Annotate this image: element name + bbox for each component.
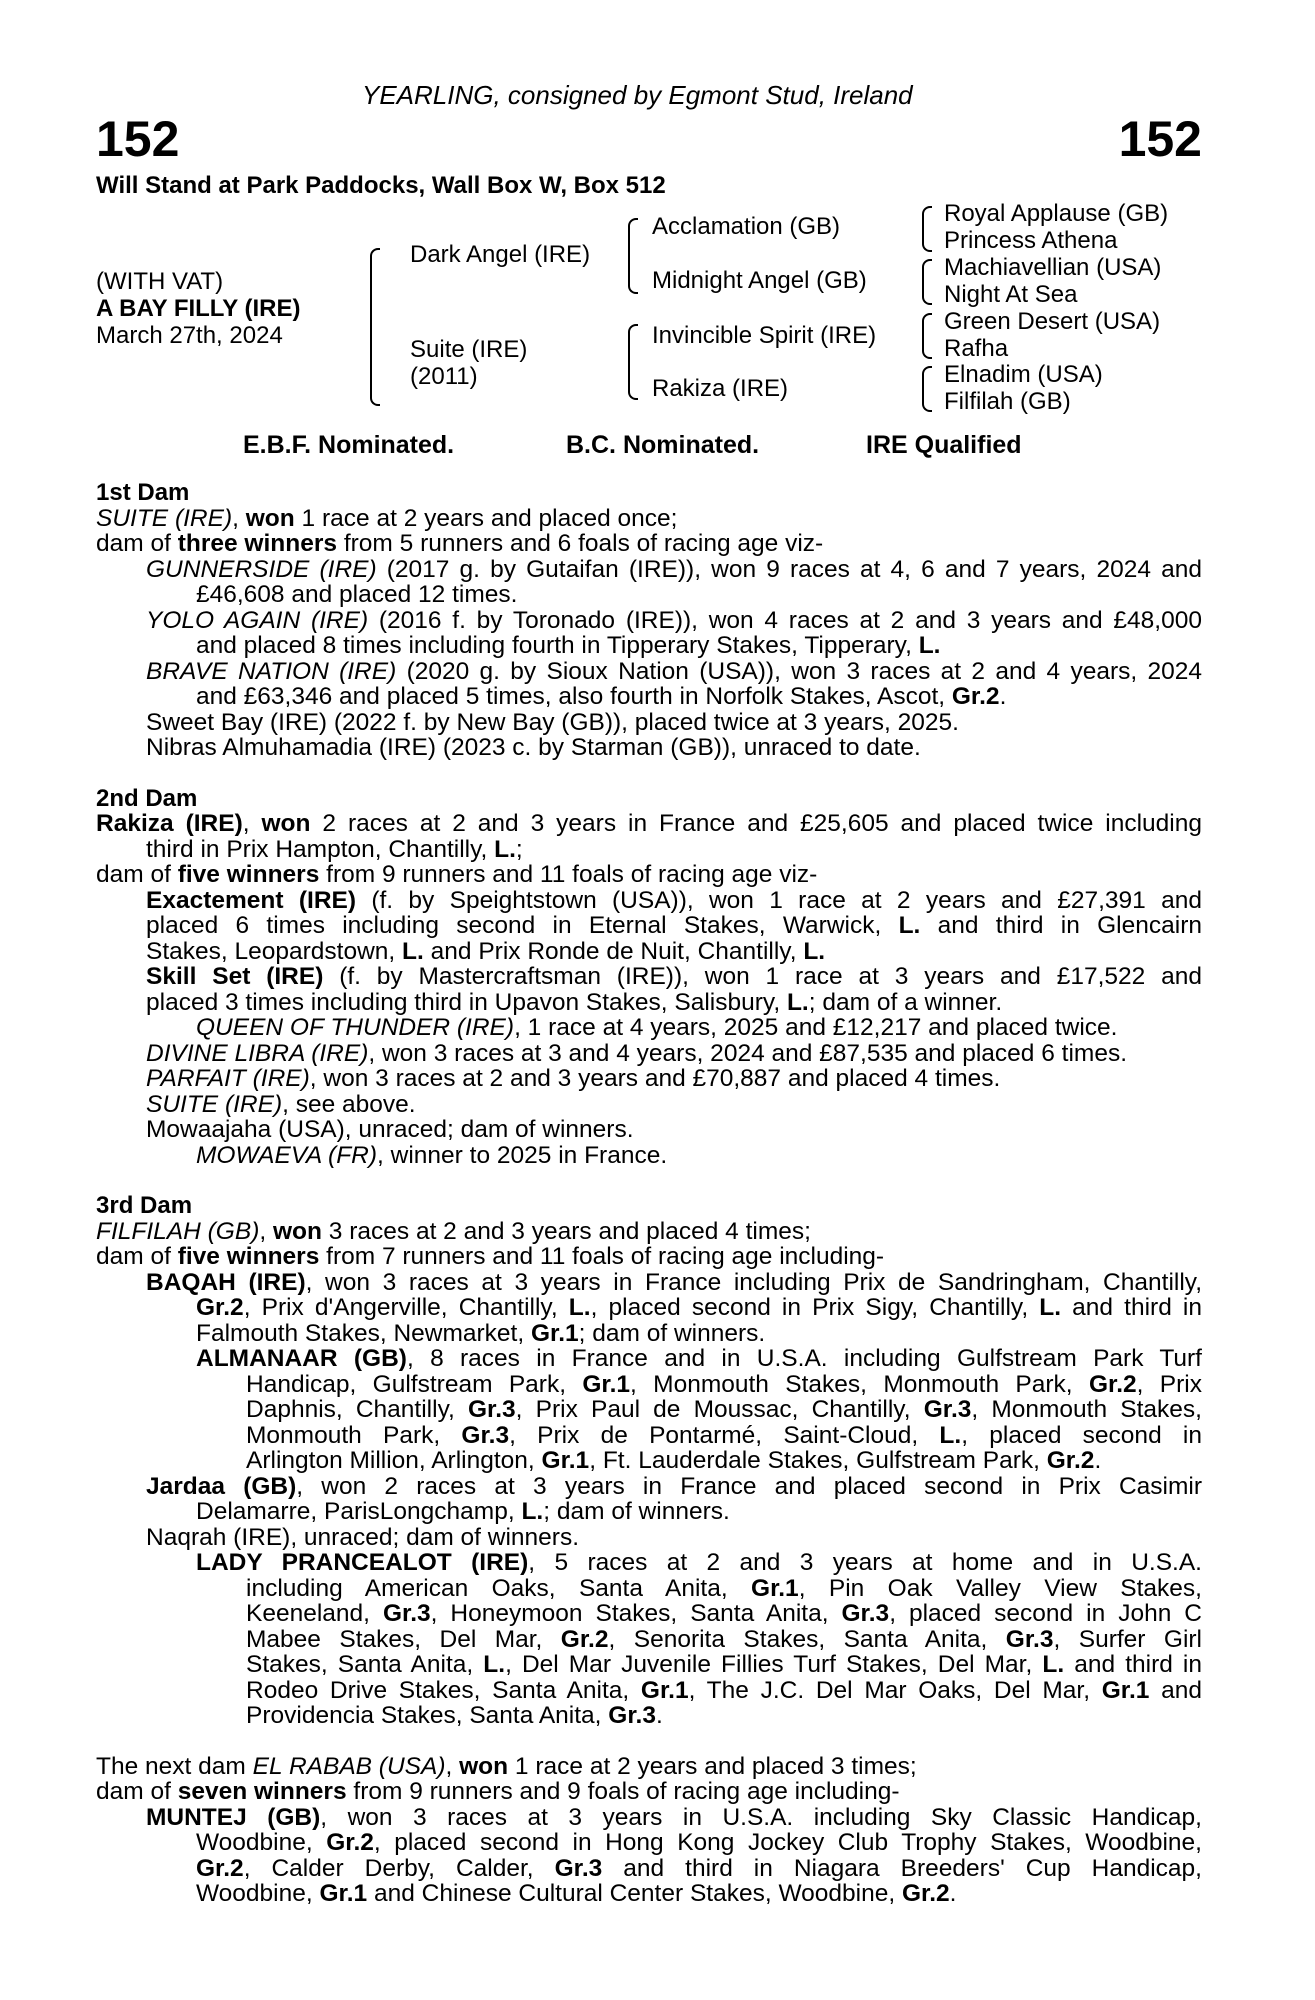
race-grade: Gr.3 bbox=[382, 1601, 431, 1627]
produce-entry-cont bbox=[96, 913, 1202, 939]
race-grade: Gr.2 bbox=[951, 684, 1000, 710]
horse-name: YOLO AGAIN (IRE) bbox=[146, 607, 369, 633]
text: , placed second in Hong Kong Jockey Club Trophy Stakes, Woodbine, bbox=[373, 1830, 1202, 1856]
race-grade: L. bbox=[483, 1652, 506, 1678]
produce-entry-cont bbox=[96, 939, 1202, 965]
winners-count: five winners bbox=[177, 862, 320, 888]
race-grade: Gr.3 bbox=[1005, 1626, 1054, 1652]
winners-count: three winners bbox=[177, 531, 338, 557]
race-grade: L. bbox=[803, 938, 826, 964]
text: , Prix bbox=[1136, 1371, 1202, 1397]
horse-name: PARFAIT (IRE) bbox=[146, 1066, 310, 1092]
horse-name: QUEEN OF THUNDER (IRE) bbox=[196, 1015, 515, 1041]
race-grade: Gr.1 bbox=[751, 1575, 799, 1601]
pedigree-ss-dam: Princess Athena bbox=[944, 227, 1118, 254]
text: Woodbine, bbox=[196, 1881, 320, 1907]
produce-entry-cont bbox=[96, 1295, 1202, 1321]
horse-name: BRAVE NATION (IRE) bbox=[146, 658, 397, 684]
text: , The J.C. Del Mar Oaks, Del Mar, bbox=[688, 1677, 1102, 1703]
text: , won 3 races at 3 years in U.S.A. including Sky Classic Handicap, bbox=[320, 1804, 1202, 1830]
produce-entry-cont bbox=[96, 990, 1202, 1016]
text: , Monmouth Stakes, Monmouth Park, bbox=[630, 1371, 1089, 1397]
first-dam-heading: 1st Dam bbox=[96, 480, 190, 506]
produce-entry bbox=[96, 1270, 1202, 1296]
text: Providencia Stakes, Santa Anita, bbox=[246, 1703, 609, 1729]
text: and placed 8 times including fourth in Tipperary Stakes, Tipperary, bbox=[196, 633, 919, 659]
race-grade: Gr.2 bbox=[901, 1881, 950, 1907]
text: , Surfer Girl bbox=[1053, 1626, 1202, 1652]
race-grade: Gr.2 bbox=[196, 1855, 244, 1881]
text: Mabee Stakes, Del Mar, bbox=[246, 1626, 561, 1652]
text: . bbox=[999, 684, 1007, 710]
produce-entry bbox=[96, 1474, 1202, 1500]
text: , Honeymoon Stakes, Santa Anita, bbox=[430, 1601, 842, 1627]
text: , 1 race at 4 years, 2025 and £12,217 and placed twice. bbox=[514, 1015, 1118, 1041]
text: , Del Mar Juvenile Fillies Turf Stakes, Del Mar, bbox=[505, 1652, 1043, 1678]
pedigree-brace-dam bbox=[622, 324, 636, 400]
dam-name: SUITE (IRE) bbox=[96, 505, 233, 531]
produce-entry-cont bbox=[96, 1856, 1202, 1882]
text: ; bbox=[515, 836, 523, 862]
race-grade: Gr.2 bbox=[1088, 1371, 1137, 1397]
text: Monmouth Park, bbox=[246, 1422, 462, 1448]
text: Daphnis, Chantilly, bbox=[246, 1397, 468, 1423]
text: , placed second in Prix Sigy, Chantilly, bbox=[590, 1295, 1040, 1321]
text: , Prix de Pontarmé, Saint-Cloud, bbox=[509, 1422, 940, 1448]
pedigree-brace-g4 bbox=[916, 366, 930, 412]
text: , bbox=[445, 1753, 460, 1779]
race-grade: Gr.3 bbox=[461, 1422, 510, 1448]
text: from 9 runners and 11 foals of racing age viz- bbox=[319, 862, 818, 888]
race-grade: L. bbox=[786, 989, 809, 1015]
race-grade: Gr.3 bbox=[923, 1397, 972, 1423]
race-grade: L. bbox=[402, 938, 424, 964]
horse-name: BAQAH (IRE) bbox=[146, 1269, 306, 1295]
bc-nomination: B.C. Nominated. bbox=[566, 431, 760, 459]
text: ; dam of winners. bbox=[578, 1320, 766, 1346]
text: , Pin Oak Valley View Stakes, bbox=[798, 1575, 1202, 1601]
horse-name: ALMANAAR (GB) bbox=[196, 1346, 407, 1372]
race-grade: Gr.1 bbox=[640, 1677, 689, 1703]
pedigree-sire: Dark Angel (IRE) bbox=[410, 241, 591, 268]
text: , Monmouth Stakes, bbox=[971, 1397, 1202, 1423]
produce-entry-cont bbox=[96, 1601, 1202, 1627]
produce-entry-cont bbox=[96, 1576, 1202, 1602]
text: and Chinese Cultural Center Stakes, Woodbine, bbox=[367, 1881, 902, 1907]
horse-name: MUNTEJ (GB) bbox=[146, 1804, 321, 1830]
text: Handicap, Gulfstream Park, bbox=[246, 1371, 583, 1397]
text: dam of bbox=[96, 531, 178, 557]
text: and third in bbox=[1064, 1652, 1202, 1678]
text: and third in Glencairn bbox=[920, 913, 1202, 939]
race-grade: Gr.1 bbox=[541, 1448, 590, 1474]
produce-entry-cont bbox=[96, 1321, 1202, 1347]
vat-note: (WITH VAT) bbox=[96, 268, 224, 295]
text: 1 race at 2 years and placed 3 times; bbox=[508, 1753, 917, 1779]
horse-name: MOWAEVA (FR) bbox=[196, 1142, 378, 1168]
second-dam-summary bbox=[96, 862, 1202, 888]
produce-entry-cont bbox=[96, 1372, 1202, 1398]
pedigree-ds-sire: Green Desert (USA) bbox=[944, 308, 1161, 335]
text: and third in Niagara Breeders' Cup Handicap, bbox=[602, 1855, 1202, 1881]
consignment-line: YEARLING, consigned by Egmont Stud, Ireland bbox=[362, 80, 913, 110]
pedigree-dam-sire: Invincible Spirit (IRE) bbox=[652, 322, 877, 349]
horse-name: SUITE (IRE) bbox=[146, 1091, 283, 1117]
ire-qualification: IRE Qualified bbox=[866, 431, 1022, 459]
pedigree-ss-sire: Royal Applause (GB) bbox=[944, 200, 1169, 227]
race-grade: Gr.1 bbox=[582, 1371, 631, 1397]
produce-entry-cont bbox=[96, 684, 1202, 710]
produce-entry bbox=[96, 1143, 1202, 1169]
text: and bbox=[1149, 1677, 1202, 1703]
produce-entry: Naqrah (IRE), unraced; dam of winners. bbox=[146, 1524, 580, 1550]
race-grade: Gr.1 bbox=[1101, 1677, 1150, 1703]
text: . bbox=[949, 1881, 957, 1907]
text: , 5 races at 2 and 3 years at home and in U.S.A. bbox=[528, 1550, 1202, 1576]
first-dam-line bbox=[96, 506, 1202, 532]
second-dam-line bbox=[96, 811, 1202, 837]
produce-entry-cont bbox=[96, 1448, 1202, 1474]
pedigree-dam-year: (2011) bbox=[410, 363, 478, 390]
text: and Prix Ronde de Nuit, Chantilly, bbox=[423, 938, 804, 964]
race-grade: L. bbox=[1039, 1295, 1062, 1321]
text: , winner to 2025 in France. bbox=[377, 1142, 668, 1168]
text: , bbox=[232, 505, 246, 531]
produce-entry bbox=[96, 964, 1202, 990]
produce-entry bbox=[96, 1066, 1202, 1092]
race-grade: L. bbox=[521, 1499, 544, 1525]
produce-entry bbox=[96, 1805, 1202, 1831]
text: (2017 g. by Gutaifan (IRE)), won 9 races at 4, 6 and 7 years, 2024 and bbox=[376, 556, 1202, 582]
text: . bbox=[655, 1703, 663, 1729]
text: from 7 runners and 11 foals of racing age including- bbox=[319, 1244, 885, 1270]
pedigree-ds-dam: Rafha bbox=[944, 335, 1009, 362]
text: Stakes, Leopardstown, bbox=[146, 938, 403, 964]
horse-name: DIVINE LIBRA (IRE) bbox=[146, 1040, 369, 1066]
produce-entry bbox=[96, 1346, 1202, 1372]
next-dam-line bbox=[96, 1754, 1202, 1780]
produce-entry-cont: £46,608 and placed 12 times. bbox=[196, 582, 518, 608]
dam-name: Rakiza (IRE) bbox=[96, 811, 243, 837]
produce-entry bbox=[96, 1015, 1202, 1041]
text: placed 6 times including second in Eternal Stakes, Warwick, bbox=[146, 913, 899, 939]
text: , won 3 races at 2 and 3 years and £70,887 and placed 4 times. bbox=[309, 1066, 1001, 1092]
text: Rodeo Drive Stakes, Santa Anita, bbox=[246, 1677, 641, 1703]
produce-entry: Sweet Bay (IRE) (2022 f. by New Bay (GB)), placed twice at 3 years, 2025. bbox=[146, 709, 959, 735]
pedigree-sd-dam: Night At Sea bbox=[944, 281, 1078, 308]
race-grade: Gr.2 bbox=[196, 1295, 244, 1321]
third-dam-line bbox=[96, 1219, 1202, 1245]
dam-name: EL RABAB (USA) bbox=[252, 1753, 446, 1779]
race-grade: L. bbox=[918, 633, 941, 659]
won-label: won bbox=[272, 1218, 322, 1244]
horse-name: Exactement (IRE) bbox=[146, 887, 357, 913]
text: , bbox=[242, 811, 262, 837]
race-grade: Gr.3 bbox=[608, 1703, 656, 1729]
horse-name: A BAY FILLY (IRE) bbox=[96, 295, 301, 322]
race-grade: L. bbox=[1042, 1652, 1065, 1678]
text: , 8 races in France and in U.S.A. including Gulfstream Park Turf bbox=[406, 1346, 1202, 1372]
horse-name: LADY PRANCEALOT (IRE) bbox=[196, 1550, 529, 1576]
text: third in Prix Hampton, Chantilly, bbox=[146, 836, 495, 862]
text: 3 races at 2 and 3 years and placed 4 times; bbox=[321, 1218, 811, 1244]
text: , see above. bbox=[282, 1091, 416, 1117]
produce-entry-cont bbox=[96, 633, 1202, 659]
race-grade: Gr.2 bbox=[560, 1626, 609, 1652]
won-label: won bbox=[245, 505, 295, 531]
produce-entry-cont bbox=[96, 1499, 1202, 1525]
race-grade: Gr.2 bbox=[1046, 1448, 1095, 1474]
stand-location: Will Stand at Park Paddocks, Wall Box W, Box 512 bbox=[96, 172, 666, 199]
pedigree-sd-sire: Machiavellian (USA) bbox=[944, 254, 1162, 281]
first-dam-summary bbox=[96, 531, 1202, 557]
text: 1 race at 2 years and placed once; bbox=[294, 505, 678, 531]
won-label: won bbox=[459, 1753, 509, 1779]
produce-entry-cont bbox=[96, 1830, 1202, 1856]
pedigree-sire-dam: Midnight Angel (GB) bbox=[652, 267, 867, 294]
winners-count: seven winners bbox=[177, 1779, 347, 1805]
pedigree-brace-sire bbox=[622, 218, 636, 294]
race-grade: Gr.3 bbox=[841, 1601, 890, 1627]
produce-entry bbox=[96, 888, 1202, 914]
text: , won 3 races at 3 and 4 years, 2024 and £87,535 and placed 6 times. bbox=[368, 1040, 1128, 1066]
produce-record bbox=[96, 480, 1202, 1907]
text: , bbox=[259, 1218, 273, 1244]
produce-entry-cont bbox=[96, 1397, 1202, 1423]
text: dam of bbox=[96, 1244, 178, 1270]
next-dam-summary bbox=[96, 1779, 1202, 1805]
text: Keeneland, bbox=[246, 1601, 383, 1627]
produce-entry-cont bbox=[96, 1652, 1202, 1678]
text: including American Oaks, Santa Anita, bbox=[246, 1575, 752, 1601]
race-grade: L. bbox=[568, 1295, 591, 1321]
text: dam of bbox=[96, 862, 178, 888]
text: from 9 runners and 9 foals of racing age including- bbox=[346, 1779, 900, 1805]
produce-entry bbox=[96, 1550, 1202, 1576]
pedigree-dam-dam: Rakiza (IRE) bbox=[652, 375, 789, 402]
text: , Prix Paul de Moussac, Chantilly, bbox=[515, 1397, 924, 1423]
text: (2020 g. by Sioux Nation (USA)), won 3 races at 2 and 4 years, 2024 bbox=[396, 658, 1202, 684]
text: Falmouth Stakes, Newmarket, bbox=[196, 1320, 531, 1346]
produce-entry-cont bbox=[96, 1423, 1202, 1449]
lot-number-left: 152 bbox=[96, 111, 180, 167]
text: , Calder Derby, Calder, bbox=[243, 1855, 555, 1881]
text: 2 races at 2 and 3 years in France and £25,605 and placed twice including bbox=[310, 811, 1202, 837]
pedigree-brace-main bbox=[364, 248, 378, 406]
lot-number-right: 152 bbox=[1118, 111, 1202, 167]
produce-entry bbox=[96, 608, 1202, 634]
produce-entry: Mowaajaha (USA), unraced; dam of winners. bbox=[146, 1117, 634, 1143]
text: and third in bbox=[1061, 1295, 1202, 1321]
text: (f. by Mastercraftsman (IRE)), won 1 race at 3 years and £17,522 and bbox=[323, 964, 1202, 990]
text: (f. by Speightstown (USA)), won 1 race at 2 years and £27,391 and bbox=[356, 887, 1202, 913]
third-dam-heading: 3rd Dam bbox=[96, 1193, 193, 1219]
horse-name: GUNNERSIDE (IRE) bbox=[146, 556, 377, 582]
dam-name: FILFILAH (GB) bbox=[96, 1218, 260, 1244]
race-grade: L. bbox=[898, 913, 921, 939]
text: , Ft. Lauderdale Stakes, Gulfstream Park, bbox=[589, 1448, 1047, 1474]
text: ; dam of winners. bbox=[543, 1499, 730, 1525]
race-grade: Gr.2 bbox=[326, 1830, 374, 1856]
text: Delamarre, ParisLongchamp, bbox=[196, 1499, 522, 1525]
second-dam-heading: 2nd Dam bbox=[96, 785, 198, 811]
horse-dob: March 27th, 2024 bbox=[96, 322, 283, 349]
produce-entry: Nibras Almuhamadia (IRE) (2023 c. by Starman (GB)), unraced to date. bbox=[146, 735, 921, 761]
produce-entry-cont bbox=[96, 1881, 1202, 1907]
text: ; dam of a winner. bbox=[808, 989, 1003, 1015]
text: Woodbine, bbox=[196, 1830, 327, 1856]
pedigree-dd-sire: Elnadim (USA) bbox=[944, 361, 1103, 388]
produce-entry bbox=[96, 557, 1202, 583]
text: and £63,346 and placed 5 times, also fourth in Norfolk Stakes, Ascot, bbox=[196, 684, 952, 710]
text: Stakes, Santa Anita, bbox=[246, 1652, 484, 1678]
text: Arlington Million, Arlington, bbox=[246, 1448, 542, 1474]
pedigree-brace-g3 bbox=[916, 313, 930, 359]
winners-count: five winners bbox=[177, 1244, 320, 1270]
horse-name: Jardaa (GB) bbox=[146, 1473, 297, 1499]
pedigree-dam: Suite (IRE) bbox=[410, 336, 528, 363]
race-grade: L. bbox=[939, 1422, 962, 1448]
produce-entry-cont bbox=[96, 1678, 1202, 1704]
text: . bbox=[1094, 1448, 1102, 1474]
won-label: won bbox=[261, 811, 311, 837]
produce-entry-cont bbox=[96, 1703, 1202, 1729]
ebf-nomination: E.B.F. Nominated. bbox=[243, 431, 455, 459]
text: , Prix d'Angerville, Chantilly, bbox=[243, 1295, 569, 1321]
third-dam-summary bbox=[96, 1244, 1202, 1270]
pedigree-sire-sire: Acclamation (GB) bbox=[652, 213, 841, 240]
produce-entry bbox=[96, 1041, 1202, 1067]
text: , Senorita Stakes, Santa Anita, bbox=[608, 1626, 1006, 1652]
race-grade: L. bbox=[494, 836, 516, 862]
produce-entry-cont bbox=[96, 1627, 1202, 1653]
second-dam-line-cont bbox=[96, 837, 1202, 863]
text: , won 2 races at 3 years in France and placed second in Prix Casimir bbox=[296, 1473, 1202, 1499]
pedigree-brace-g2 bbox=[916, 259, 930, 305]
text: , won 3 races at 3 years in France including Prix de Sandringham, Chantilly, bbox=[305, 1269, 1202, 1295]
produce-entry bbox=[96, 1092, 1202, 1118]
race-grade: Gr.3 bbox=[467, 1397, 516, 1423]
text: (2016 f. by Toronado (IRE)), won 4 races at 2 and 3 years and £48,000 bbox=[368, 607, 1202, 633]
pedigree-dd-dam: Filfilah (GB) bbox=[944, 388, 1071, 415]
text: dam of bbox=[96, 1779, 178, 1805]
text: placed 3 times including third in Upavon Stakes, Salisbury, bbox=[146, 989, 787, 1015]
text: from 5 runners and 6 foals of racing age viz- bbox=[337, 531, 824, 557]
horse-name: Skill Set (IRE) bbox=[146, 964, 324, 990]
produce-entry bbox=[96, 659, 1202, 685]
text: , placed second in John C bbox=[889, 1601, 1202, 1627]
text: The next dam bbox=[96, 1753, 253, 1779]
text: , placed second in bbox=[961, 1422, 1202, 1448]
race-grade: Gr.3 bbox=[554, 1855, 603, 1881]
pedigree-brace-g1 bbox=[916, 206, 930, 252]
race-grade: Gr.1 bbox=[530, 1320, 579, 1346]
race-grade: Gr.1 bbox=[319, 1881, 368, 1907]
